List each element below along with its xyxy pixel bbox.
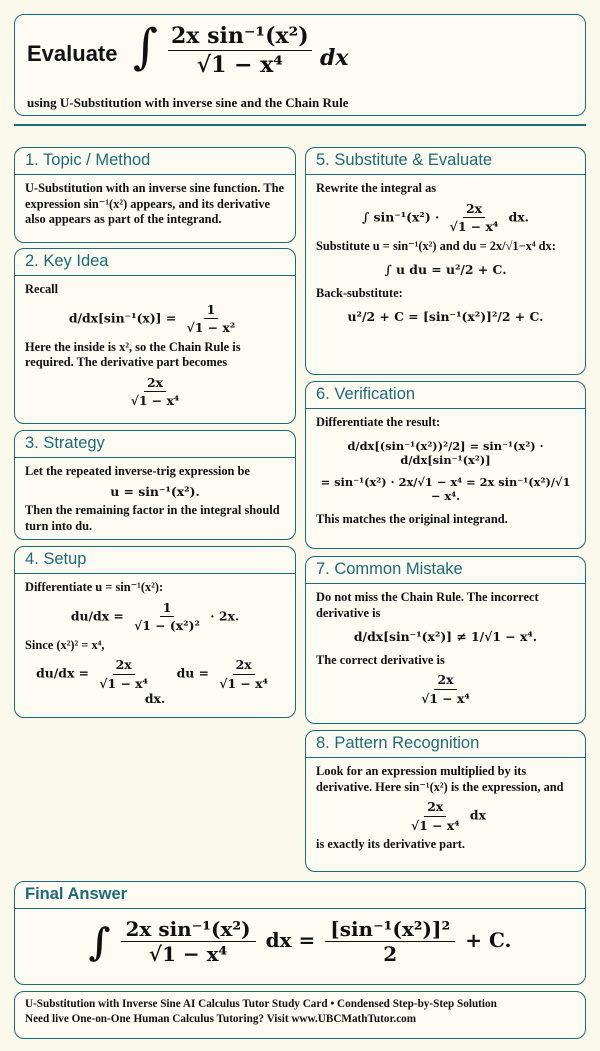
equation-right: dx.: [508, 209, 529, 224]
equation-left: d/dx[sin⁻¹(x)] =: [68, 310, 177, 325]
section-text: Look for an expression multiplied by its derivative. Here sin⁻¹(x²) is the expression, and: [316, 764, 564, 794]
section-verification: [305, 381, 586, 549]
final-rhs-numerator: [sin⁻¹(x²)]²: [325, 917, 455, 942]
pattern-numerator: 2x: [424, 799, 446, 817]
section-text: Back-substitute:: [316, 285, 403, 300]
derivative-numerator: 2x: [144, 375, 166, 393]
correct-derivative: [316, 672, 575, 706]
final-lhs-tail: dx =: [265, 928, 316, 952]
final-rhs-denominator: 2: [383, 942, 398, 966]
equation-numerator: 1: [204, 302, 219, 320]
equation-denominator: √1 − x⁴: [449, 219, 499, 234]
section-text: Differentiate the result:: [316, 415, 441, 429]
equation-right: · 2x.: [210, 608, 240, 623]
header-dx: dx: [320, 45, 349, 71]
section-setup: [14, 546, 296, 718]
derivative-denominator: √1 − x⁴: [130, 393, 180, 408]
section-title: 6. Verification: [306, 382, 585, 409]
pattern-tail: dx: [469, 807, 486, 823]
section-title: 5. Substitute & Evaluate: [306, 148, 585, 175]
section-strategy: [14, 430, 296, 540]
final-lhs-denominator: √1 − x⁴: [148, 942, 228, 966]
section-mistake: [305, 556, 586, 724]
mistake-equation: d/dx[sin⁻¹(x²)] ≠ 1/√1 − x⁴.: [353, 629, 538, 644]
section-text: Do not miss the Chain Rule. The incorrect derivative is: [316, 590, 539, 620]
setup-equation-1: [25, 600, 285, 634]
equation-b-denominator: √1 − x⁴: [219, 675, 268, 691]
equation-denominator: √1 − x²: [186, 320, 236, 335]
final-answer-panel: [14, 881, 586, 985]
equation-left: du/dx =: [70, 608, 124, 623]
section-title: 8. Pattern Recognition: [306, 731, 585, 758]
substitute-equation-2: ∫ u du = u²/2 + C.: [384, 262, 507, 277]
section-topic: [14, 147, 296, 243]
evaluate-label: Evaluate: [27, 41, 118, 66]
section-key-idea: [14, 248, 296, 424]
section-text: Differentiate u = sin⁻¹(x²):: [25, 580, 164, 594]
integral-sign: ∫: [133, 19, 159, 75]
verification-equation-1: d/dx[(sin⁻¹(x²))²/2] = sin⁻¹(x²) · d/dx[sin⁻¹(x²)]: [347, 438, 544, 467]
section-title: 2. Key Idea: [15, 249, 295, 276]
footer-line-2: Need live One-on-One Human Calculus Tutoring? Visit www.UBCMathTutor.com: [25, 1013, 417, 1026]
pattern-equation: [316, 799, 575, 833]
equation-a-denominator: √1 − x⁴: [99, 675, 148, 691]
section-text: Since (x²)² = x⁴,: [25, 637, 105, 652]
section-text: Let the repeated inverse-trig expression be: [25, 464, 250, 478]
header-subtitle: using U-Substitution with inverse sine and the Chain Rule: [27, 95, 349, 110]
setup-equation-2: [25, 657, 285, 707]
equation-numerator: 2x: [463, 201, 485, 219]
section-text: Substitute u = sin⁻¹(x²) and du = 2x/√1−x⁴ dx:: [316, 238, 556, 253]
derivative-part: [25, 375, 285, 409]
header-denominator: √1 − x⁴: [196, 52, 283, 78]
correct-numerator: 2x: [434, 672, 456, 690]
final-rhs-tail: + C.: [465, 928, 512, 952]
header-integrand: [168, 23, 312, 78]
section-text: This matches the original integrand.: [316, 511, 508, 526]
strategy-equation: u = sin⁻¹(x²).: [110, 483, 200, 499]
section-text: U-Substitution with an inverse sine function. The expression sin⁻¹(x²) appears, and its derivative also appears as part of the integrand.: [25, 181, 284, 226]
section-title: 3. Strategy: [15, 431, 295, 458]
equation-a-numerator: 2x: [113, 657, 135, 675]
section-text: Rewrite the integral as: [316, 181, 437, 195]
final-answer-equation: ∫ $\frac{\text{2x sin⁻¹(x²)}}{\text{√1 − x⁴}}$ dx = $\frac{\text{[sin⁻¹(x²)]²}}{2}$ + C.: [88, 917, 512, 966]
header-panel: [14, 14, 586, 116]
substitute-equation-1: [316, 201, 575, 235]
section-title: 1. Topic / Method: [15, 148, 295, 175]
section-title: 7. Common Mistake: [306, 557, 585, 584]
equation-b-left: du =: [176, 665, 209, 681]
key-idea-equation: [25, 302, 285, 336]
equation-left: ∫ sin⁻¹(x²) ·: [362, 209, 440, 224]
header-numerator: 2x sin⁻¹(x²): [168, 23, 312, 51]
footer-panel: [14, 991, 586, 1039]
section-pattern: [305, 730, 586, 872]
section-text: Here the inside is x², so the Chain Rule is required. The derivative part becomes: [25, 339, 241, 369]
footer-line-1: U-Substitution with Inverse Sine AI Calculus Tutor Study Card • Condensed Step-by-Step Solution: [25, 998, 497, 1010]
equation-denominator: √1 − (x²)²: [134, 618, 200, 633]
pattern-denominator: √1 − x⁴: [411, 817, 460, 833]
final-lhs-numerator: 2x sin⁻¹(x²): [121, 917, 256, 942]
equation-b-tail: dx.: [144, 691, 166, 706]
substitute-equation-3: u²/2 + C = [sin⁻¹(x²)]²/2 + C.: [347, 309, 544, 324]
equation-a-left: du/dx =: [36, 665, 90, 681]
section-text: is exactly its derivative part.: [316, 837, 465, 851]
verification-equation-2: = sin⁻¹(x²) · 2x/√1 − x⁴ = 2x sin⁻¹(x²)/√1 − x⁴.: [320, 475, 571, 504]
final-answer-title: Final Answer: [15, 882, 585, 909]
correct-denominator: √1 − x⁴: [421, 690, 470, 706]
recall-label: Recall: [25, 282, 59, 296]
section-text: The correct derivative is: [316, 652, 445, 667]
section-text: Then the remaining factor in the integral should turn into du.: [25, 503, 280, 533]
equation-numerator: 1: [160, 600, 175, 618]
section-title: 4. Setup: [15, 547, 295, 574]
header-divider: [14, 124, 586, 126]
section-substitute: [305, 147, 586, 375]
equation-b-numerator: 2x: [233, 657, 255, 675]
